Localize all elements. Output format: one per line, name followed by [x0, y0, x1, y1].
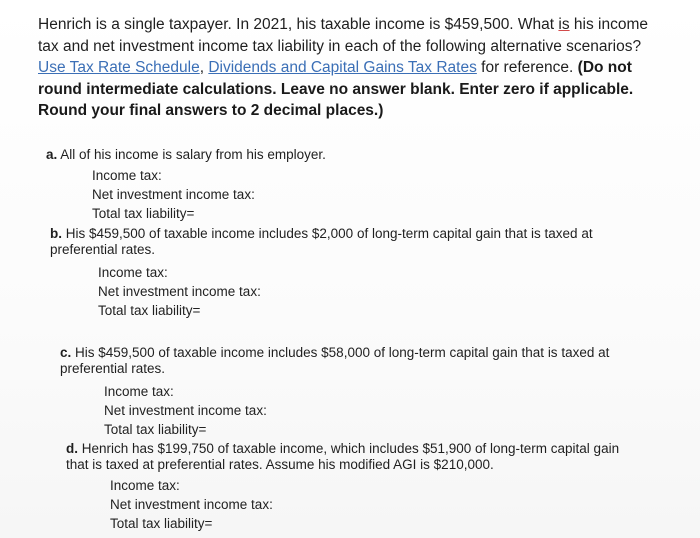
question-d-fields: [110, 476, 656, 533]
question-a-income-tax-label: Income tax:: [92, 168, 162, 183]
question-a-text: All of his income is salary from his employer.: [57, 147, 326, 162]
question-b-niit-label: Net investment income tax:: [98, 284, 261, 299]
question-d-letter: d.: [66, 441, 78, 456]
question-d-prompt: [66, 441, 656, 473]
question-c-niit-label: Net investment income tax:: [104, 403, 267, 418]
intro-text-3: for reference.: [476, 59, 578, 76]
question-d-income-tax-label: Income tax:: [110, 478, 180, 493]
question-d-text-1: Henrich has $199,750 of taxable income, which includes $51,900 of long-term capital gain: [78, 441, 620, 456]
question-a-niit-label: Net investment income tax:: [92, 187, 255, 202]
question-b-fields: [98, 263, 650, 320]
question-d: [66, 441, 656, 533]
tax-rate-schedule-link[interactable]: Use Tax Rate Schedule: [38, 59, 200, 76]
question-a-prompt: [46, 147, 646, 163]
question-c-line-1: [60, 345, 660, 361]
question-d-line-1: [66, 441, 656, 457]
question-c-total-label: Total tax liability=: [104, 422, 207, 437]
question-b-income-tax-label: Income tax:: [98, 265, 168, 280]
question-c: [60, 345, 660, 439]
instructions-bold: (Do not round intermediate calculations. Leave no answer blank. Enter zero if applicable. Round your final answers to 2 decimal places.): [38, 59, 634, 119]
question-b-text-1: His $459,500 of taxable income includes $2,000 of long-term capital gain that is taxed at: [62, 226, 593, 241]
intro-text-1: Henrich is a single taxpayer. In 2021, his taxable income is $459,500. What: [38, 16, 559, 33]
question-d-text-2: that is taxed at preferential rates. Assume his modified AGI is $210,000.: [66, 457, 494, 472]
question-a: [46, 147, 646, 223]
question-b-text-2: preferential rates.: [50, 242, 156, 257]
question-d-niit-label: Net investment income tax:: [110, 497, 273, 512]
question-a-fields: [92, 166, 646, 223]
question-d-total-label: Total tax liability=: [110, 516, 213, 531]
question-c-text-1: His $459,500 of taxable income includes $58,000 of long-term capital gain that is taxed at: [71, 345, 610, 360]
question-b-line-1: [50, 226, 650, 242]
question-c-text-2: preferential rates.: [60, 361, 166, 376]
question-b-prompt: [50, 226, 650, 258]
intro-separator: ,: [199, 59, 209, 76]
question-c-prompt: [60, 345, 660, 377]
dividends-capital-gains-link[interactable]: Dividends and Capital Gains Tax Rates: [208, 59, 477, 76]
question-b: [50, 226, 650, 320]
question-b-letter: b.: [50, 226, 62, 241]
intro-text-is: is: [558, 16, 570, 33]
intro-text-2: his income tax and net investment income tax liability in each of the following alternative scenarios?: [38, 16, 649, 55]
problem-statement: [38, 14, 658, 122]
question-c-letter: c.: [60, 345, 72, 360]
question-a-total-label: Total tax liability=: [92, 206, 195, 221]
question-c-income-tax-label: Income tax:: [104, 384, 174, 399]
question-c-fields: [104, 382, 660, 439]
question-b-total-label: Total tax liability=: [98, 303, 201, 318]
question-a-letter: a.: [46, 147, 58, 162]
